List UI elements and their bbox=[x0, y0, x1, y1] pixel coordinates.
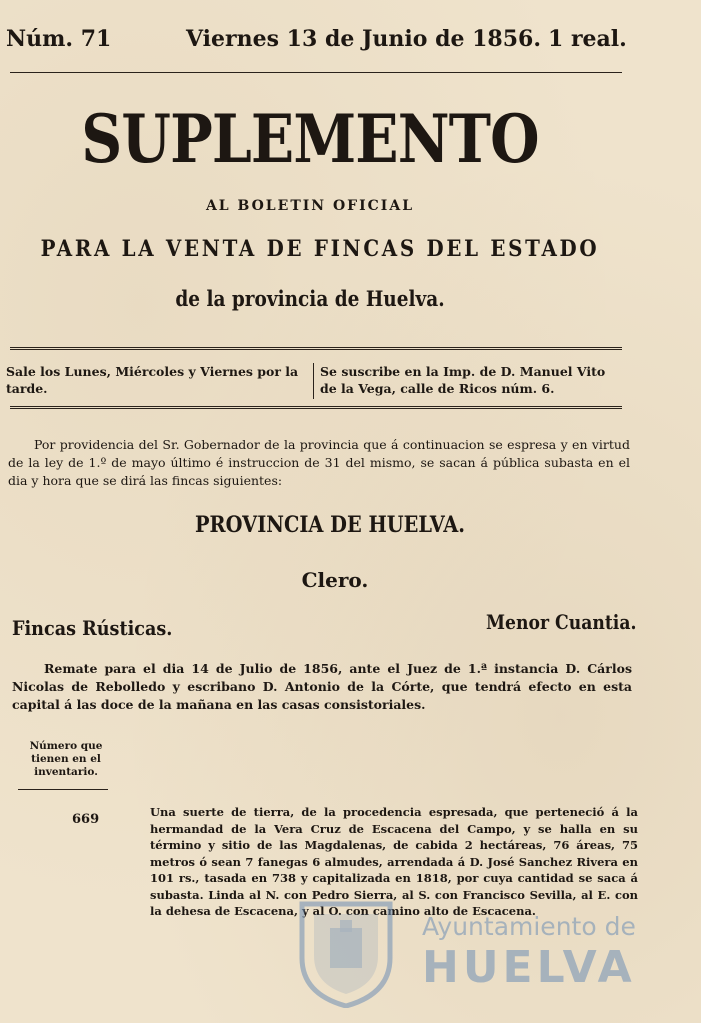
watermark bbox=[294, 898, 694, 1010]
info-rule bbox=[10, 406, 622, 409]
subscription-info: Se suscribe en la Imp. de D. Manuel Vito de la Vega, calle de Ricos núm. 6. bbox=[320, 364, 606, 396]
inventory-rule bbox=[18, 789, 108, 790]
watermark-line1: Ayuntamiento de bbox=[422, 912, 636, 941]
inventory-number: 669 bbox=[72, 812, 100, 827]
issue-price: 1 real. bbox=[548, 26, 627, 52]
section-heading: Clero. bbox=[301, 568, 369, 592]
info-divider bbox=[313, 363, 314, 399]
issue-number: Núm. 71 bbox=[6, 26, 112, 52]
category-amount: Menor Cuantia. bbox=[486, 610, 637, 634]
city-shield-icon bbox=[294, 898, 398, 1008]
publication-schedule: Sale los Lunes, Miércoles y Viernes por la tarde. bbox=[6, 364, 299, 396]
masthead-rule bbox=[10, 72, 622, 73]
property-description: Una suerte de tierra, de la procedencia espresada, que perteneció á la hermandad de la Vera Cruz de Escacena del Campo, y se halla en su término y sitio de las Magdalenas, de cabida 2 hectáreas, 76 áreas, 75 metros ó sean 7 fanegas 6 almudes, arrendada á D. José Sanchez Rivera en 101 rs., tasada en 738 y capitalizada en 1818, por cuya cantidad se saca á subasta. Linda al N. con Pedro Sierra, al S. con Francisco Sevilla, al E. con la dehesa de Escacena, y al O. con camino alto de Escacena. bbox=[150, 805, 638, 918]
subtitle-province: de la provincia de Huelva. bbox=[175, 286, 445, 311]
watermark-line2: HUELVA bbox=[422, 942, 636, 993]
province-heading: PROVINCIA DE HUELVA. bbox=[195, 512, 465, 538]
category-rustic: Fincas Rústicas. bbox=[12, 616, 173, 640]
issue-date: Viernes 13 de Junio de 1856. bbox=[186, 26, 541, 52]
intro-paragraph: Por providencia del Sr. Gobernador de la provincia que á continuacion se espresa y en virtud de la ley de 1.º de mayo último é instruccion de 31 del mismo, se sacan á pública subasta en el dia y hora que se dirá las fincas siguientes: bbox=[8, 437, 630, 488]
inventory-column-header: Número que tienen en el inventario. bbox=[29, 740, 103, 778]
subtitle: AL BOLETIN OFICIAL bbox=[205, 198, 415, 214]
auction-paragraph: Remate para el dia 14 de Julio de 1856, ante el Juez de 1.ª instancia D. Cárlos Nicolas de Rebolledo y escribano D. Antonio de la Córte, que tendrá efecto en esta capital á las doce de la mañana en las casas consistoriales. bbox=[12, 661, 632, 712]
header-rule bbox=[10, 347, 622, 350]
page-title: SUPLEMENTO bbox=[81, 100, 539, 178]
subtitle-purpose: PARA LA VENTA DE FINCAS DEL ESTADO bbox=[40, 236, 600, 262]
masthead bbox=[0, 26, 701, 62]
